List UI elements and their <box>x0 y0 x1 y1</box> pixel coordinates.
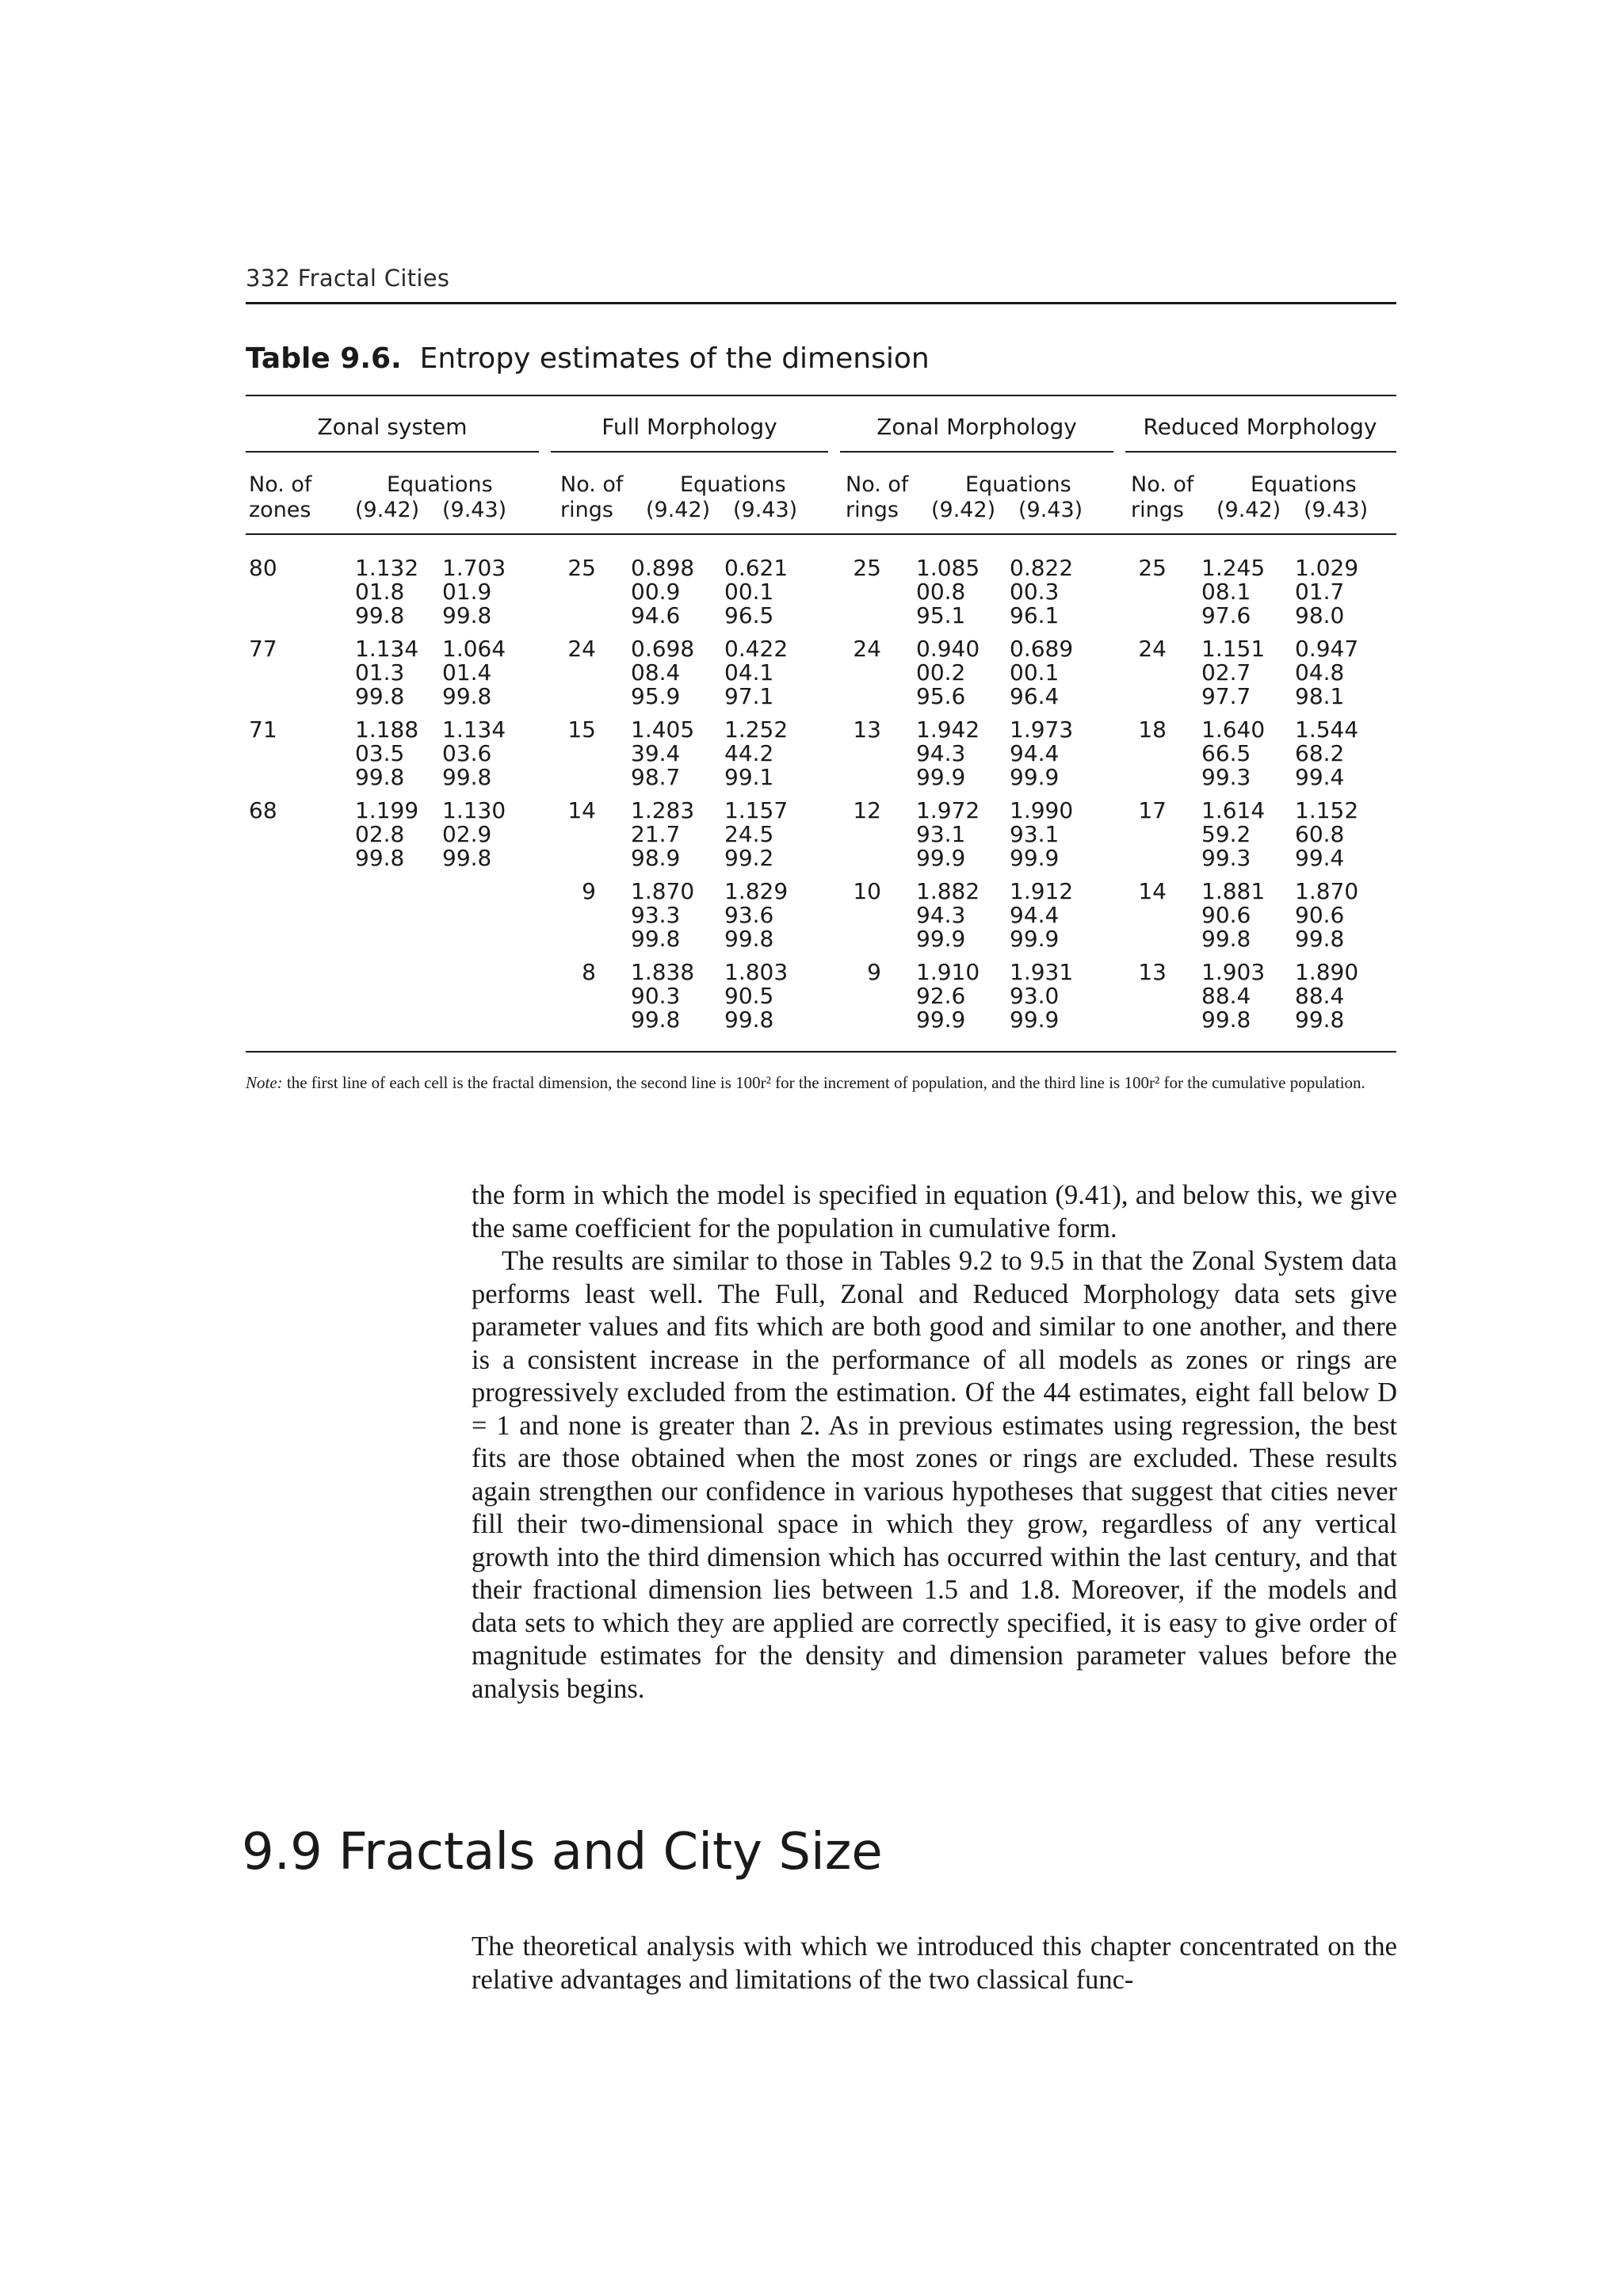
row-count: 12 <box>853 797 881 823</box>
group-rule-full <box>551 451 828 453</box>
table-cell: 0.947 <box>1295 636 1359 662</box>
subhead-eq1: (9.42) <box>1216 498 1281 522</box>
table-cell: 0.898 <box>631 555 695 581</box>
table-cell: 99.8 <box>442 683 492 709</box>
subhead-equations: Equations <box>1251 472 1357 497</box>
table-cell: 99.8 <box>724 926 774 952</box>
row-count: 9 <box>582 878 596 904</box>
table-cell: 96.4 <box>1010 683 1060 709</box>
table-cell: 99.3 <box>1201 845 1251 871</box>
table-cell: 99.8 <box>1295 926 1345 952</box>
table-cell: 94.6 <box>631 602 681 628</box>
table-cell: 99.8 <box>1201 926 1251 952</box>
table-cell: 97.7 <box>1201 683 1251 709</box>
table-title <box>246 342 930 375</box>
row-count: 24 <box>853 636 881 662</box>
table-cell: 99.9 <box>916 1007 966 1033</box>
table-cell: 01.4 <box>442 659 492 686</box>
table-cell: 1.252 <box>724 716 789 743</box>
row-count: 10 <box>853 878 881 904</box>
table-cell: 21.7 <box>631 821 681 847</box>
table-cell: 93.1 <box>1010 821 1060 847</box>
group-head-full-morphology: Full Morphology <box>601 414 777 440</box>
table-cell: 1.990 <box>1010 797 1074 823</box>
table-cell: 0.621 <box>724 555 789 581</box>
table-cell: 99.8 <box>442 602 492 628</box>
table-cell: 93.0 <box>1010 983 1060 1009</box>
table-cell: 97.6 <box>1201 602 1251 628</box>
table-cell: 99.9 <box>916 845 966 871</box>
subhead-eq2: (9.43) <box>1304 498 1369 522</box>
table-cell: 1.803 <box>724 959 789 985</box>
table-cell: 99.1 <box>724 764 774 790</box>
table-cell: 96.5 <box>724 602 774 628</box>
table-cell: 98.7 <box>631 764 681 790</box>
table-cell: 66.5 <box>1201 740 1251 766</box>
table-cell: 1.703 <box>442 555 506 581</box>
table-cell: 02.9 <box>442 821 492 847</box>
table-cell: 00.8 <box>916 579 966 605</box>
table-cell: 90.6 <box>1295 902 1345 928</box>
table-cell: 00.2 <box>916 659 966 686</box>
group-rule-zonal <box>246 451 539 453</box>
paragraph: The results are similar to those in Tables 9.2 to 9.5 in that the Zonal System data performs least well. The Full, Zonal and Reduced Morphology data sets give parameter values and fits which are both good and similar to one another, and there is a consistent increase in the performance of all models as zones or rings are progressively excluded from the estimation. Of the 44 estimates, eight fall below D = 1 and none is greater than 2. As in previous estimates using regression, the best fits are those obtained when the most zones or rings are excluded. These results again strengthen our confidence in various hypotheses that suggest that cities never fill their two-dimensional space in which they grow, regardless of any vertical growth into the third dimension which has occurred within the last century, and that their fractional dimension lies between 1.5 and 1.8. Moreover, if the models and data sets to which they are applied are correctly specified, it is easy to give order of magnitude estimates for the density and dimension parameter values before the analysis begins. <box>472 1246 1397 1704</box>
row-count: 18 <box>1138 716 1167 743</box>
paragraph: The theoretical analysis with which we introduced this chapter concentrated on the relative advantages and limitations of the two classical func- <box>472 1931 1397 1995</box>
subhead-eq2: (9.43) <box>442 498 507 522</box>
table-cell: 1.151 <box>1201 636 1266 662</box>
row-count: 25 <box>567 555 596 581</box>
row-count: 8 <box>582 959 596 985</box>
table-cell: 93.6 <box>724 902 774 928</box>
table-cell: 59.2 <box>1201 821 1251 847</box>
table-cell: 1.882 <box>916 878 980 904</box>
table-cell: 94.3 <box>916 740 966 766</box>
table-cell: 03.6 <box>442 740 492 766</box>
table-cell: 99.8 <box>1201 1007 1251 1033</box>
table-cell: 24.5 <box>724 821 774 847</box>
table-cell: 1.942 <box>916 716 980 743</box>
table-cell: 99.8 <box>355 845 405 871</box>
subhead-no-of: No. of <box>560 472 624 497</box>
group-rule-zmorph <box>840 451 1113 453</box>
body-text <box>472 1179 1397 1706</box>
paragraph: the form in which the model is specified in equation (9.41), and below this, we give the same coefficient for the population in cumulative form. <box>472 1180 1397 1244</box>
table-cell: 99.8 <box>631 1007 681 1033</box>
row-count: 77 <box>249 636 277 662</box>
table-label: Table 9.6. <box>246 342 402 375</box>
table-cell: 39.4 <box>631 740 681 766</box>
table-cell: 99.9 <box>1010 764 1060 790</box>
table-cell: 1.881 <box>1201 878 1266 904</box>
table-cell: 1.283 <box>631 797 695 823</box>
row-count: 13 <box>1138 959 1167 985</box>
table-cell: 1.152 <box>1295 797 1359 823</box>
table-cell: 98.1 <box>1295 683 1345 709</box>
table-cell: 1.912 <box>1010 878 1074 904</box>
table-cell: 0.689 <box>1010 636 1074 662</box>
table-cell: 0.940 <box>916 636 980 662</box>
table-cell: 1.134 <box>442 716 506 743</box>
subhead-eq2: (9.43) <box>1018 498 1083 522</box>
table-cell: 99.4 <box>1295 845 1345 871</box>
section-body <box>472 1931 1397 1996</box>
row-count: 25 <box>853 555 881 581</box>
table-cell: 99.2 <box>724 845 774 871</box>
subhead-equations: Equations <box>387 472 493 497</box>
table-cell: 95.9 <box>631 683 681 709</box>
table-cell: 04.8 <box>1295 659 1345 686</box>
table-cell: 1.640 <box>1201 716 1266 743</box>
note-label: Note: <box>246 1073 283 1092</box>
table-cell: 98.9 <box>631 845 681 871</box>
table-cell: 44.2 <box>724 740 774 766</box>
table-cell: 0.822 <box>1010 555 1074 581</box>
group-head-reduced-morphology: Reduced Morphology <box>1143 414 1377 440</box>
table-cell: 00.1 <box>1010 659 1060 686</box>
subhead-unit: zones <box>249 498 311 522</box>
table-cell: 1.931 <box>1010 959 1074 985</box>
table-cell: 1.199 <box>355 797 419 823</box>
table-cell: 99.8 <box>631 926 681 952</box>
row-count: 25 <box>1138 555 1167 581</box>
table-cell: 00.9 <box>631 579 681 605</box>
table-cell: 93.1 <box>916 821 966 847</box>
table-cell: 99.9 <box>1010 1007 1060 1033</box>
table-cell: 68.2 <box>1295 740 1345 766</box>
table-cell: 96.1 <box>1010 602 1060 628</box>
row-count: 15 <box>567 716 596 743</box>
table-top-rule <box>246 395 1396 396</box>
table-cell: 1.973 <box>1010 716 1074 743</box>
table-cell: 01.8 <box>355 579 405 605</box>
subhead-unit: rings <box>560 498 613 522</box>
subhead-unit: rings <box>1131 498 1184 522</box>
table-cell: 01.9 <box>442 579 492 605</box>
table-cell: 1.085 <box>916 555 980 581</box>
subhead-unit: rings <box>846 498 899 522</box>
table-cell: 1.157 <box>724 797 789 823</box>
table-cell: 90.6 <box>1201 902 1251 928</box>
group-head-zonal-morphology: Zonal Morphology <box>876 414 1077 440</box>
table-cell: 1.890 <box>1295 959 1359 985</box>
table-cell: 90.5 <box>724 983 774 1009</box>
row-count: 13 <box>853 716 881 743</box>
row-count: 17 <box>1138 797 1167 823</box>
group-head-zonal-system: Zonal system <box>317 414 468 440</box>
table-cell: 99.3 <box>1201 764 1251 790</box>
table-caption: Entropy estimates of the dimension <box>419 342 930 375</box>
table-cell: 94.4 <box>1010 902 1060 928</box>
row-count: 24 <box>1138 636 1167 662</box>
table-cell: 99.9 <box>916 764 966 790</box>
table-cell: 94.3 <box>916 902 966 928</box>
row-count: 14 <box>1138 878 1167 904</box>
row-count: 80 <box>249 555 277 581</box>
table-cell: 99.8 <box>724 1007 774 1033</box>
table-cell: 1.910 <box>916 959 980 985</box>
note-text: the first line of each cell is the fractal dimension, the second line is 100r² for the increment of population, and the third line is 100r² for the cumulative population. <box>282 1073 1365 1092</box>
table-cell: 95.6 <box>916 683 966 709</box>
table-cell: 1.188 <box>355 716 419 743</box>
subhead-eq1: (9.42) <box>355 498 420 522</box>
table-cell: 93.3 <box>631 902 681 928</box>
table-cell: 99.4 <box>1295 764 1345 790</box>
table-cell: 90.3 <box>631 983 681 1009</box>
table-cell: 99.9 <box>916 926 966 952</box>
table-cell: 99.8 <box>355 764 405 790</box>
table-cell: 95.1 <box>916 602 966 628</box>
table-cell: 02.8 <box>355 821 405 847</box>
group-rule-reduced <box>1125 451 1396 453</box>
table-cell: 1.870 <box>1295 878 1359 904</box>
table-cell: 0.698 <box>631 636 695 662</box>
table-cell: 1.134 <box>355 636 419 662</box>
table-cell: 88.4 <box>1295 983 1345 1009</box>
table-cell: 99.8 <box>355 602 405 628</box>
table-cell: 04.1 <box>724 659 774 686</box>
table-cell: 03.5 <box>355 740 405 766</box>
table-cell: 1.029 <box>1295 555 1359 581</box>
subhead-eq1: (9.42) <box>646 498 711 522</box>
subhead-no-of: No. of <box>249 472 312 497</box>
table-cell: 99.9 <box>1010 845 1060 871</box>
table-cell: 00.1 <box>724 579 774 605</box>
row-count: 68 <box>249 797 277 823</box>
table-cell: 99.9 <box>1010 926 1060 952</box>
row-count: 14 <box>567 797 596 823</box>
table-cell: 94.4 <box>1010 740 1060 766</box>
subhead-eq1: (9.42) <box>931 498 996 522</box>
table-cell: 1.544 <box>1295 716 1359 743</box>
subhead-equations: Equations <box>965 472 1071 497</box>
table-cell: 1.972 <box>916 797 980 823</box>
row-count: 71 <box>249 716 277 743</box>
table-cell: 98.0 <box>1295 602 1345 628</box>
table-cell: 08.4 <box>631 659 681 686</box>
table-cell: 97.1 <box>724 683 774 709</box>
table-cell: 1.130 <box>442 797 506 823</box>
table-cell: 00.3 <box>1010 579 1060 605</box>
table-cell: 99.8 <box>1295 1007 1345 1033</box>
table-cell: 99.8 <box>355 683 405 709</box>
subhead-no-of: No. of <box>846 472 909 497</box>
row-count: 9 <box>867 959 881 985</box>
table-cell: 0.422 <box>724 636 789 662</box>
table-cell: 1.132 <box>355 555 419 581</box>
table-cell: 1.405 <box>631 716 695 743</box>
table-bottom-rule <box>246 1051 1396 1052</box>
table-cell: 1.829 <box>724 878 789 904</box>
table-cell: 1.870 <box>631 878 695 904</box>
table-cell: 1.838 <box>631 959 695 985</box>
running-head: 332 Fractal Cities <box>246 265 450 292</box>
table-header-rule <box>246 533 1396 535</box>
subhead-no-of: No. of <box>1131 472 1194 497</box>
subhead-eq2: (9.43) <box>733 498 798 522</box>
table-cell: 1.245 <box>1201 555 1266 581</box>
row-count: 24 <box>567 636 596 662</box>
table-cell: 60.8 <box>1295 821 1345 847</box>
table-note <box>246 1072 1396 1094</box>
section-heading: 9.9 Fractals and City Size <box>242 1823 883 1881</box>
table-cell: 01.3 <box>355 659 405 686</box>
table-cell: 02.7 <box>1201 659 1251 686</box>
table-cell: 1.064 <box>442 636 506 662</box>
table-cell: 99.8 <box>442 764 492 790</box>
subhead-equations: Equations <box>680 472 786 497</box>
table-cell: 99.8 <box>442 845 492 871</box>
table-cell: 1.903 <box>1201 959 1266 985</box>
header-rule <box>246 302 1396 304</box>
table-cell: 92.6 <box>916 983 966 1009</box>
table-cell: 1.614 <box>1201 797 1266 823</box>
table-cell: 88.4 <box>1201 983 1251 1009</box>
table-cell: 01.7 <box>1295 579 1345 605</box>
table-cell: 08.1 <box>1201 579 1251 605</box>
